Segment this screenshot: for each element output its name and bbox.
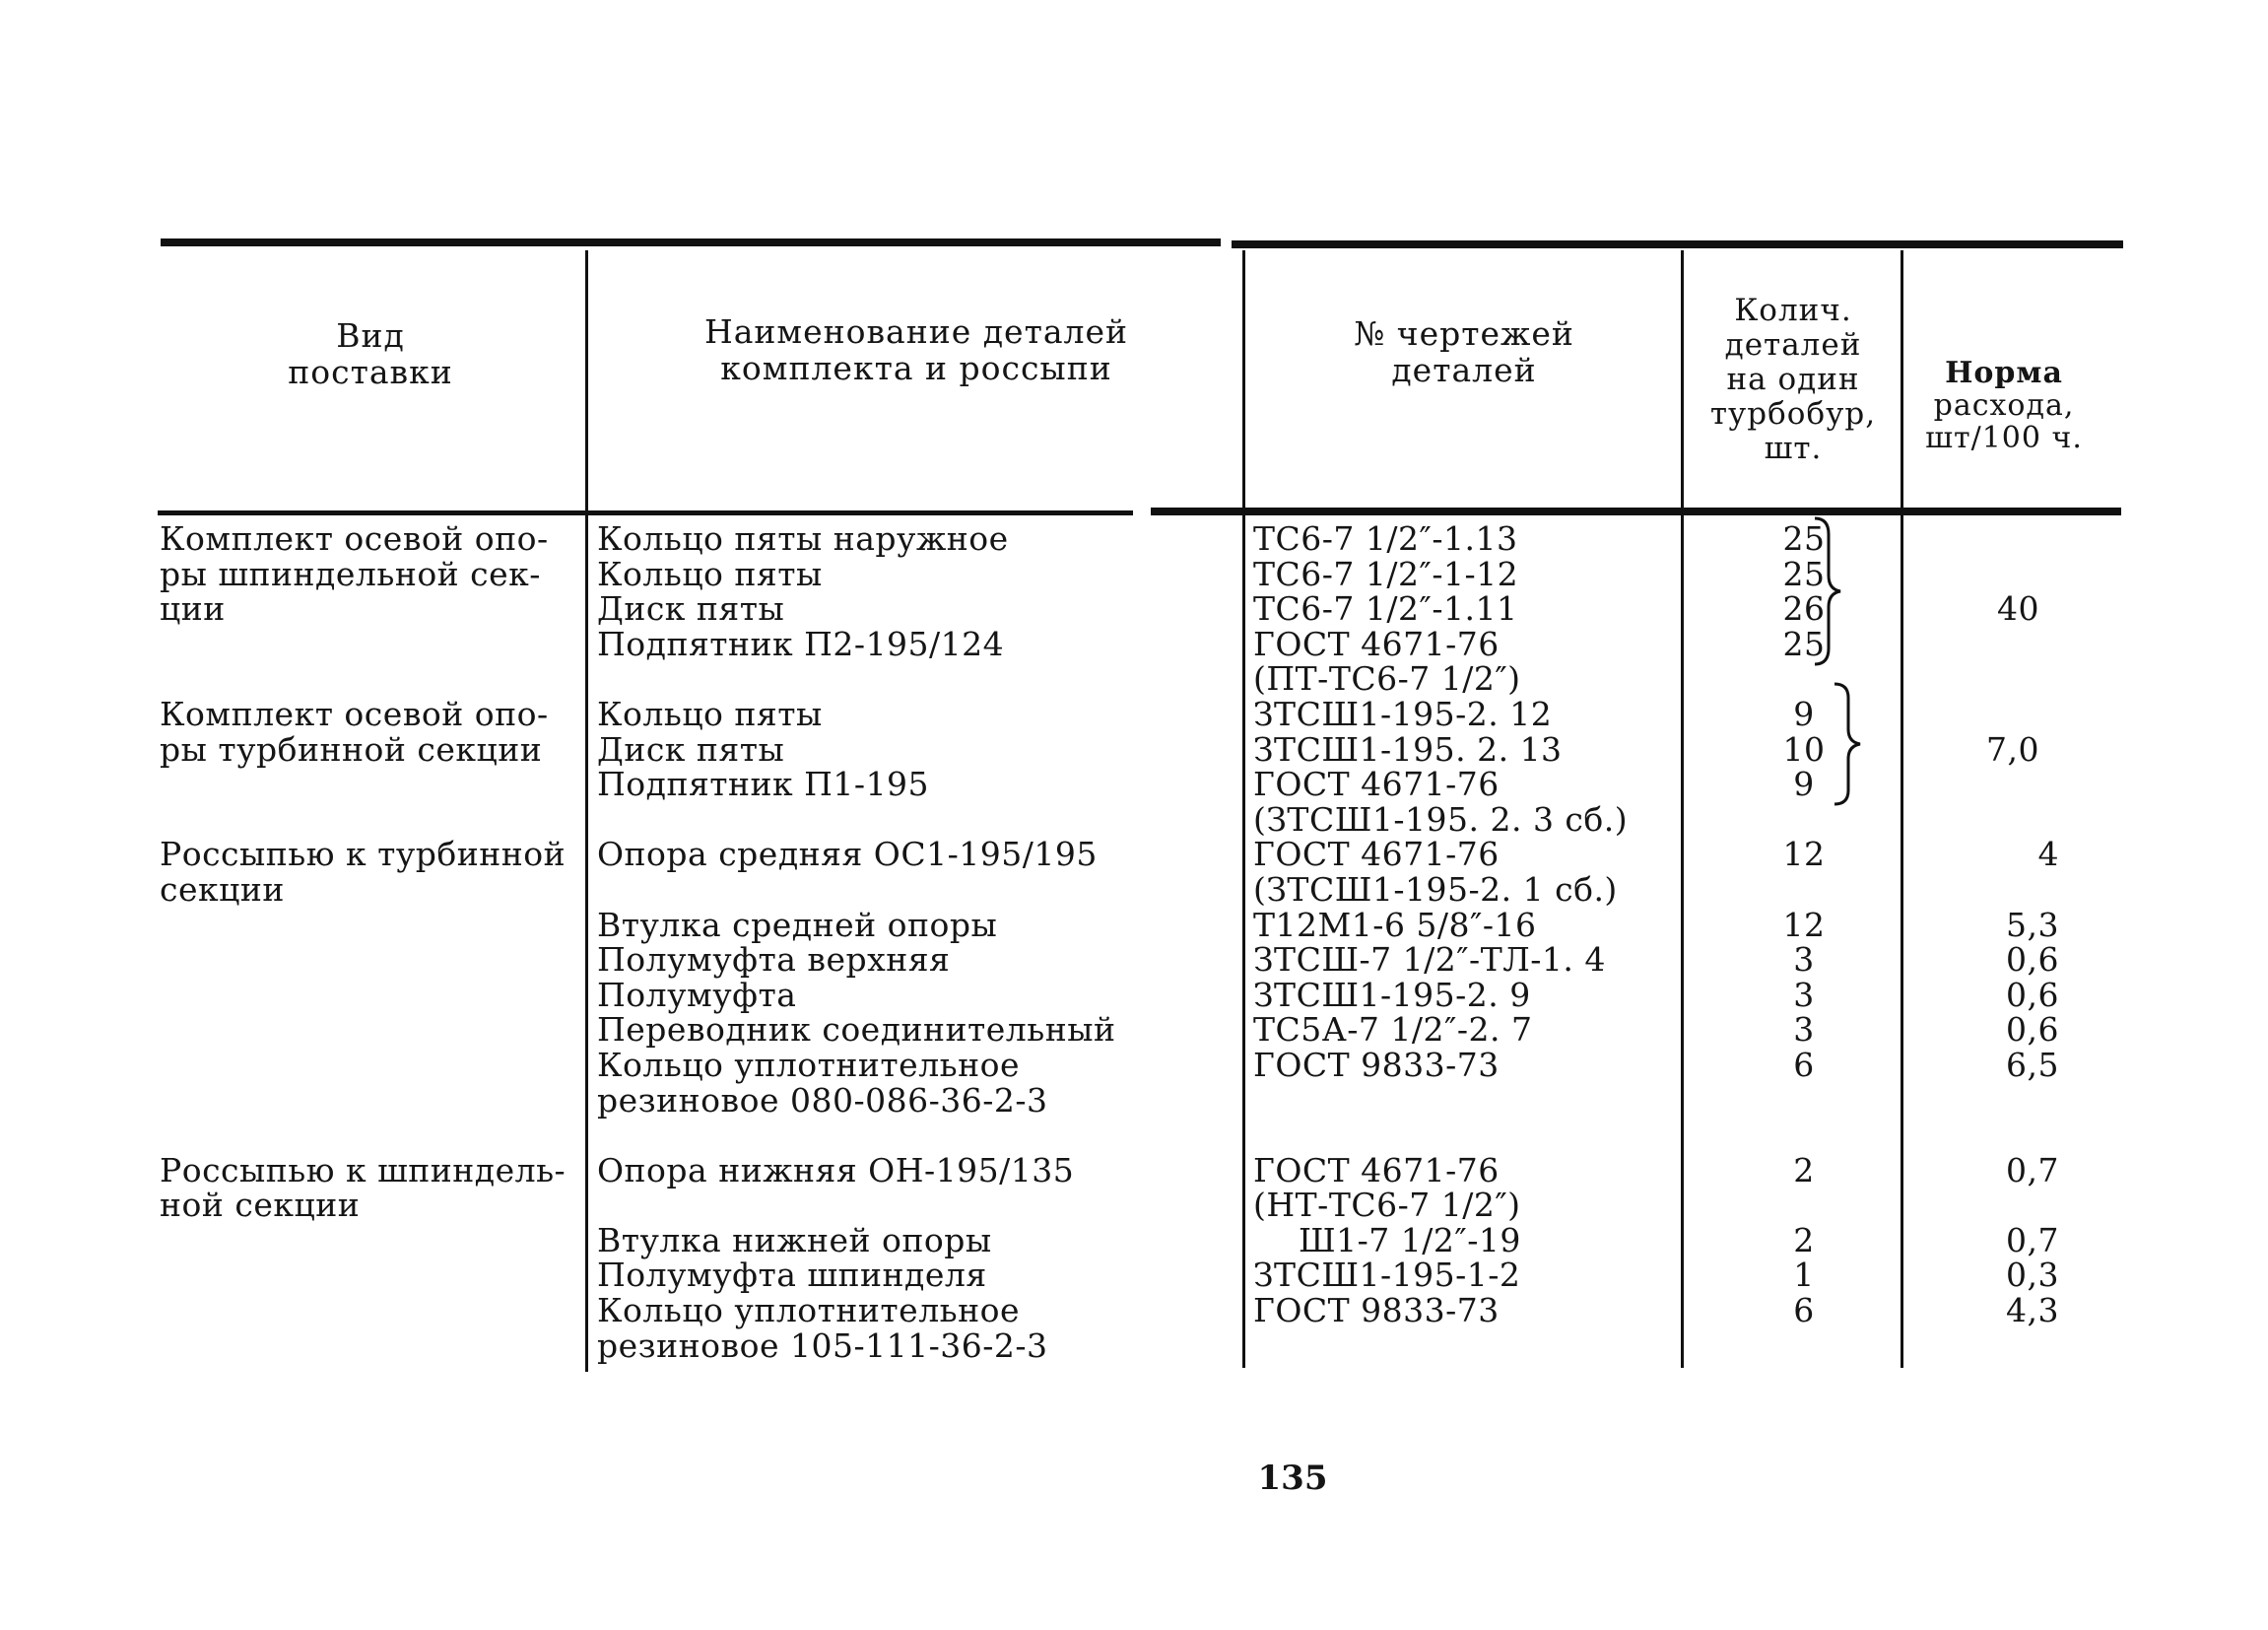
header-quantity: Колич. деталей на один турбобур, шт.: [1709, 293, 1877, 466]
header-drawing-numbers: № чертежей деталей: [1354, 314, 1574, 389]
column-part-names: Кольцо пяты наружное Кольцо пяты Диск пяты Подпятник П2-195/124 Кольцо пяты Диск пяты Подпятник П1-195 Опора средняя ОС1-195/195 Втулка средней опоры Полумуфта верхняя Полумуфта Переводник соединительный Кольцо уплотнительное резиновое 080-086-36-2-3 Опора нижняя ОН-195/135 Втулка нижней опоры Полумуфта шпинделя Кольцо уплотнительное резиновое 105-111-36-2-3: [597, 519, 1116, 1365]
column-divider-3: [1681, 250, 1684, 1368]
header-separator-right: [1151, 508, 2121, 515]
column-divider-2: [1242, 250, 1245, 1368]
column-consumption-norm: 40 7,0 4 5,3 0,6 0,6 0,6 6,5 0,7 0,7 0,3 4,3: [1986, 589, 2059, 1330]
header-supply-type: Вид поставки: [288, 316, 453, 391]
top-rule: [161, 238, 1221, 246]
right-brace-icon: [1811, 514, 1844, 668]
column-divider-1: [585, 250, 588, 1372]
header-separator-left: [158, 510, 1133, 515]
right-brace-icon: [1831, 680, 1864, 808]
top-rule-right: [1232, 240, 2123, 248]
column-supply-type: Комплект осевой опо- ры шпиндельной сек- ции Комплект осевой опо- ры турбинной секции Россыпью к турбинной секции Россыпью к шпиндель- ной секции: [160, 519, 567, 1225]
column-divider-4: [1901, 250, 1903, 1368]
header-consumption-norm: Норма расхода, шт/100 ч.: [1925, 356, 2083, 455]
header-part-names: Наименование деталей комплекта и россыпи: [703, 312, 1129, 387]
column-quantity: 25 25 26 25 9 10 9 12 12 3 3 3 6 2 2 1 6: [1782, 519, 1826, 1330]
column-drawing-numbers: ТС6-7 1/2″-1.13 ТС6-7 1/2″-1-12 ТС6-7 1/2″-1.11 ГОСТ 4671-76 (ПТ-ТС6-7 1/2″) ЗТСШ1-195-2. 12 ЗТСШ1-195. 2. 13 ГОСТ 4671-76 (ЗТСШ1-195. 2. 3 сб.) ГОСТ 4671-76 (ЗТСШ1-195-2. 1 сб.) Т12М1-6 5/8″-16 ЗТСШ-7 1/2″-ТЛ-1. 4 ЗТСШ1-195-2. 9 ТС5А-7 1/2″-2. 7 ГОСТ 9833-73 ГОСТ 4671-76 (НТ-ТС6-7 1/2″) Ш1-7 1/2″-19 ЗТСШ1-195-1-2 ГОСТ 9833-73: [1253, 519, 1629, 1330]
page-number: 135: [1257, 1459, 1328, 1498]
